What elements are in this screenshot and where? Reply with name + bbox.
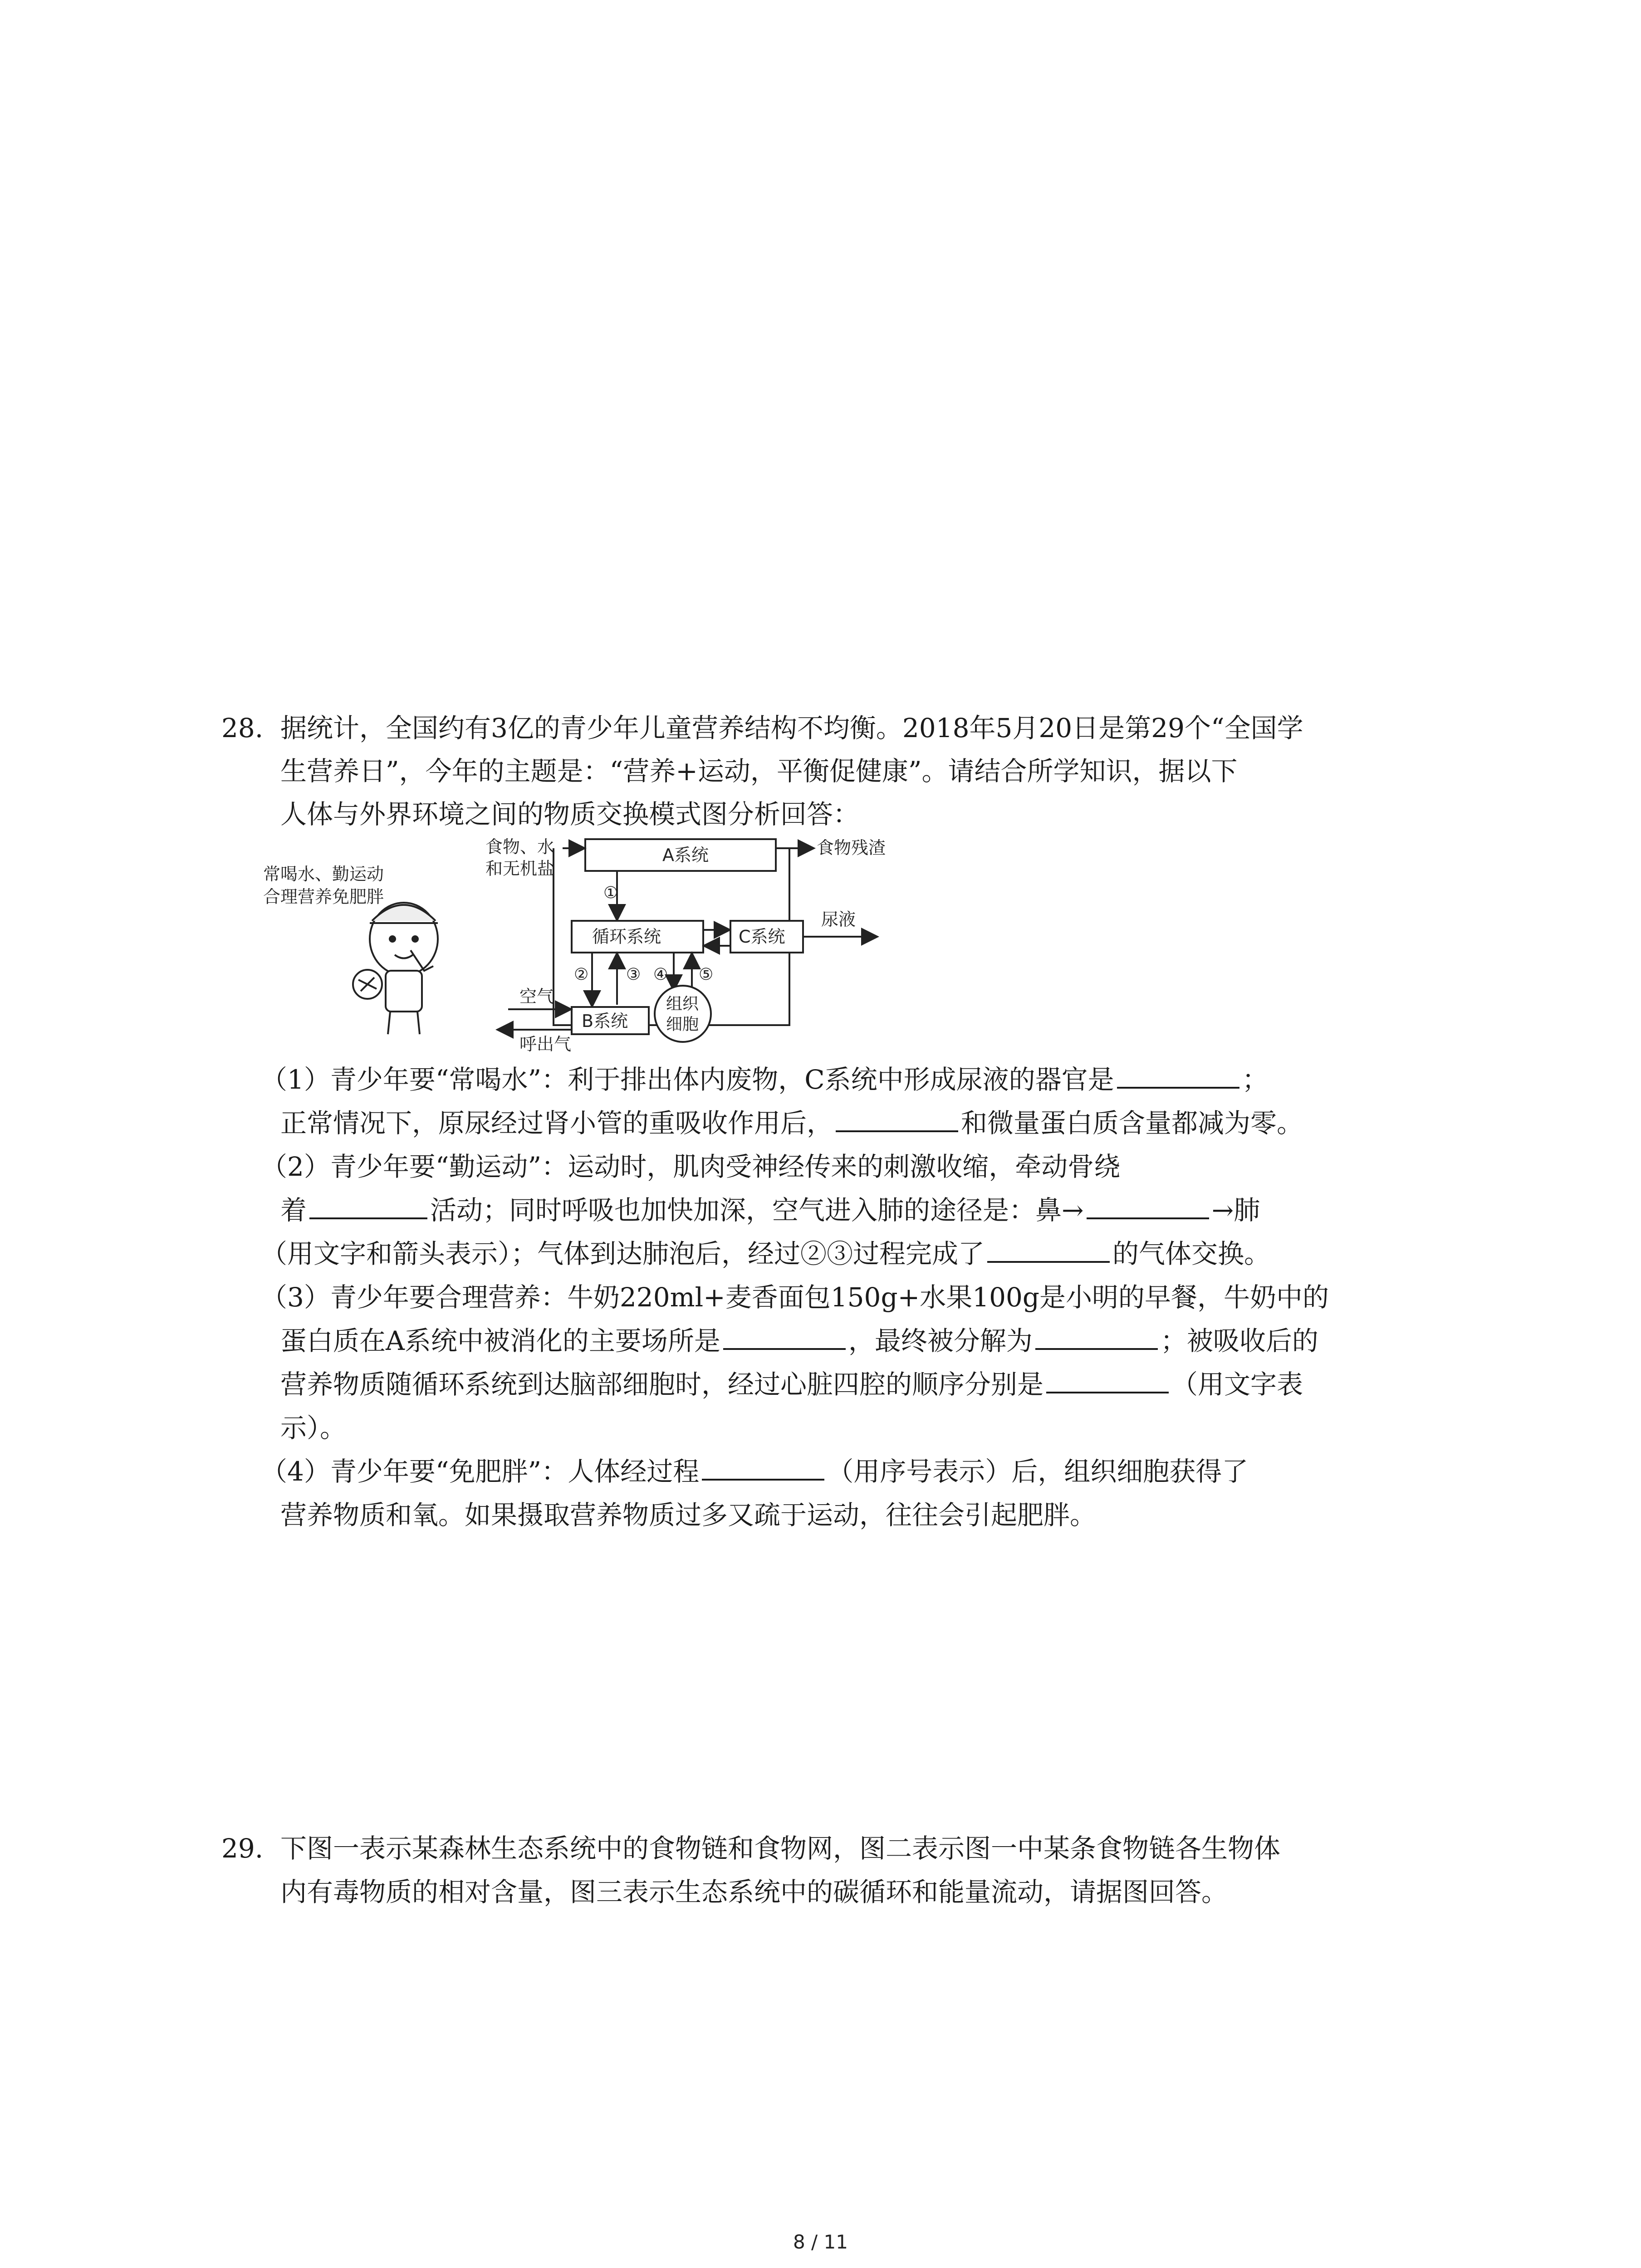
process-mark-2: ② bbox=[574, 965, 589, 984]
tissue-cell-label: 细胞 bbox=[666, 1015, 699, 1034]
question-number: 28. bbox=[221, 713, 264, 743]
cartoon-caption-line: 合理营养免肥胖 bbox=[263, 887, 384, 907]
answer-blank[interactable] bbox=[1087, 1192, 1209, 1219]
process-mark-1: ① bbox=[603, 884, 618, 902]
answer-blank[interactable] bbox=[1035, 1323, 1158, 1350]
food-input-label: 食物、水 bbox=[485, 837, 555, 857]
question-text-line: 人体与外界环境之间的物质交换模式图分析回答： bbox=[280, 799, 860, 830]
page-number: 8 / 11 bbox=[793, 2231, 848, 2253]
food-input-label: 和无机盐 bbox=[485, 859, 555, 879]
process-mark-3: ③ bbox=[626, 965, 641, 984]
answer-blank[interactable] bbox=[702, 1453, 824, 1481]
process-mark-4: ④ bbox=[653, 965, 668, 984]
sub-question-3-cont: 示）。 bbox=[280, 1413, 347, 1443]
question-text-line: 据统计，全国约有3亿的青少年儿童营养结构不均衡。2018年5月20日是第29个“全国学 bbox=[280, 713, 1303, 743]
urine-label: 尿液 bbox=[821, 909, 856, 929]
sub-question-4-cont: 营养物质和氧。如果摄取营养物质过多又疏于运动，往往会引起肥胖。 bbox=[280, 1500, 1097, 1530]
food-residue-label: 食物残渣 bbox=[817, 838, 886, 858]
sub-question-1-cont: 正常情况下，原尿经过肾小管的重吸收作用后， 和微量蛋白质含量都减为零。 bbox=[280, 1105, 1303, 1141]
sub-question-3-cont: 营养物质随循环系统到达脑部细胞时，经过心脏四腔的顺序分别是 （用文字表 bbox=[280, 1366, 1303, 1403]
sub-question-3-cont: 蛋白质在A系统中被消化的主要场所是 ，最终被分解为 ；被吸收后的 bbox=[280, 1323, 1318, 1359]
sub-question-2-cont: 着 活动；同时呼吸也加快加深，空气进入肺的途径是：鼻→ →肺 bbox=[280, 1192, 1260, 1228]
answer-blank[interactable] bbox=[836, 1105, 958, 1132]
sub-question-1: （1）青少年要“常喝水”：利于排出体内废物，C系统中形成尿液的器官是 ； bbox=[261, 1061, 1269, 1098]
sub-question-2-cont: （用文字和箭头表示）；气体到达肺泡后，经过②③过程完成了 的气体交换。 bbox=[261, 1236, 1270, 1272]
system-c-label: C系统 bbox=[739, 927, 785, 947]
question-number: 29. bbox=[221, 1833, 264, 1864]
cartoon-child-illustration bbox=[353, 903, 438, 1034]
answer-blank[interactable] bbox=[723, 1323, 846, 1350]
system-a-label: A系统 bbox=[662, 845, 709, 865]
answer-blank[interactable] bbox=[1117, 1061, 1239, 1089]
system-b-label: B系统 bbox=[582, 1011, 628, 1031]
sub-question-4: （4）青少年要“免肥胖”：人体经过程 （用序号表示）后，组织细胞获得了 bbox=[261, 1453, 1248, 1490]
answer-blank[interactable] bbox=[309, 1192, 427, 1219]
air-out-label: 呼出气 bbox=[519, 1034, 572, 1052]
question-text-line: 生营养日”，今年的主题是：“营养+运动，平衡促健康”。请结合所学知识，据以下 bbox=[280, 756, 1238, 787]
sub-question-2: （2）青少年要“勤运动”：运动时，肌肉受神经传来的刺激收缩，牵动骨绕 bbox=[261, 1151, 1121, 1182]
process-mark-5: ⑤ bbox=[699, 965, 714, 984]
circulation-label: 循环系统 bbox=[592, 927, 661, 947]
answer-blank[interactable] bbox=[987, 1236, 1110, 1263]
exchange-diagram bbox=[254, 835, 998, 1052]
exchange-diagram-svg bbox=[254, 835, 998, 1052]
question-text-line: 下图一表示某森林生态系统中的食物链和食物网，图二表示图一中某条食物链各生物体 bbox=[280, 1833, 1281, 1864]
air-in-label: 空气 bbox=[519, 987, 554, 1007]
sub-question-3: （3）青少年要合理营养：牛奶220ml+麦香面包150g+水果100g是小明的早餐，牛奶中的 bbox=[261, 1282, 1329, 1313]
question-text-line: 内有毒物质的相对含量，图三表示生态系统中的碳循环和能量流动，请据图回答。 bbox=[280, 1877, 1228, 1907]
answer-blank[interactable] bbox=[1046, 1366, 1169, 1393]
cartoon-caption-line: 常喝水、勤运动 bbox=[263, 864, 384, 884]
tissue-cell-label: 组织 bbox=[666, 995, 699, 1013]
